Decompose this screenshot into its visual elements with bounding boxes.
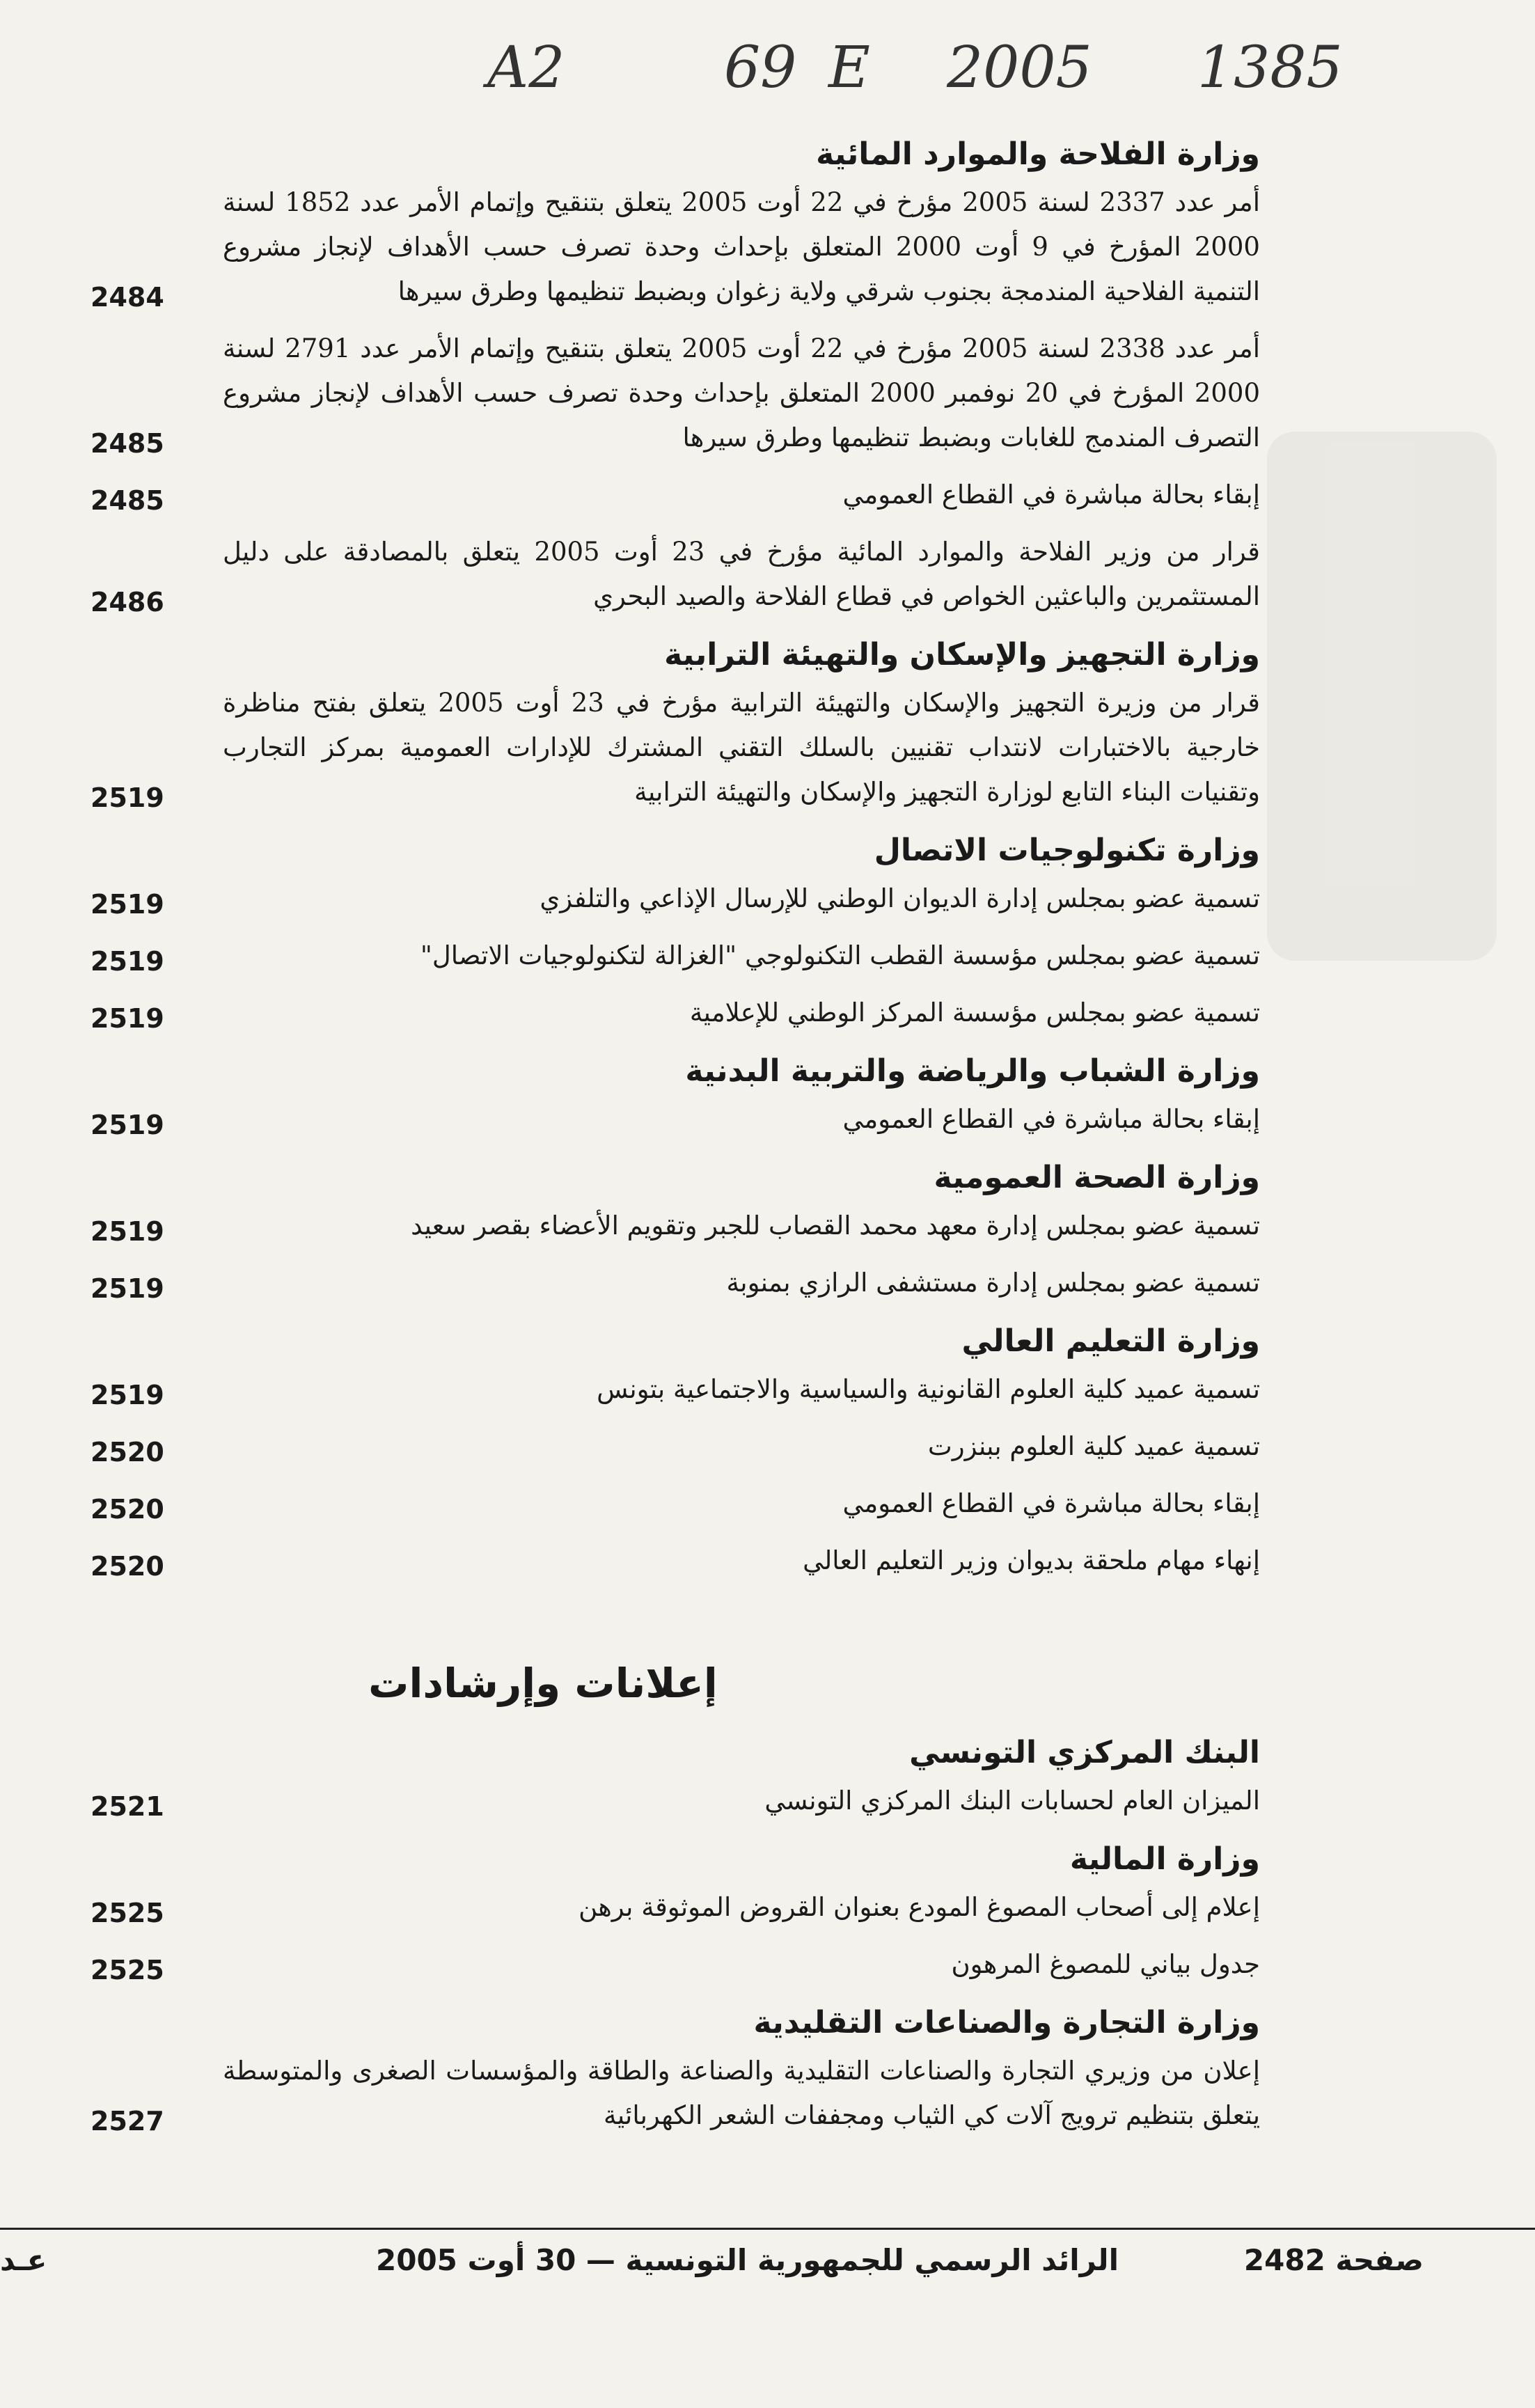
toc-entry xyxy=(90,1539,1260,1583)
entry-page-number: 2520 xyxy=(90,1551,164,1582)
entry-page-number: 2485 xyxy=(90,485,164,516)
entry-text: إبقاء بحالة مباشرة في القطاع العمومي xyxy=(842,1104,1260,1134)
entry-text: إنهاء مهام ملحقة بديوان وزير التعليم العالي xyxy=(803,1545,1260,1575)
toc-entry xyxy=(90,1097,1260,1142)
entry-page-number: 2484 xyxy=(90,282,164,313)
entry-page-number: 2519 xyxy=(90,1380,164,1410)
entry-text: تسمية عضو بمجلس إدارة الديوان الوطني للإرسال الإذاعي والتلفزي xyxy=(540,883,1260,913)
toc-entry xyxy=(90,2049,1260,2138)
entry-text: جدول بياني للمصوغ المرهون xyxy=(951,1949,1260,1979)
ministry-heading: وزارة التجارة والصناعات التقليدية xyxy=(753,2005,1260,2040)
entry-text: تسمية عضو بمجلس مؤسسة القطب التكنولوجي "الغزالة لتكنولوجيات الاتصال" xyxy=(420,941,1260,970)
toc-entry xyxy=(90,1424,1260,1469)
toc-entry xyxy=(90,876,1260,921)
ministry-heading: وزارة التعليم العالي xyxy=(961,1323,1260,1359)
entry-text: تسمية عميد كلية العلوم القانونية والسياسية والاجتماعية بتونس xyxy=(597,1374,1260,1404)
entry-page-number: 2486 xyxy=(90,587,164,617)
ministry-heading: وزارة المالية xyxy=(1069,1841,1260,1877)
toc-entry xyxy=(90,991,1260,1035)
entry-text: إعلان من وزيري التجارة والصناعات التقليدية والصناعة والطاقة والمؤسسات الصغرى والمتوسطة يتعلق بتنظيم ترويج آلات كي الثياب ومجففات الشعر الكهربائية xyxy=(223,2056,1260,2130)
entry-page-number: 2527 xyxy=(90,2106,164,2136)
ministry-heading: وزارة الشباب والرياضة والتربية البدنية xyxy=(685,1053,1260,1089)
table-of-contents xyxy=(90,118,1260,2150)
footer-page-number: صفحة 2482 xyxy=(1243,2243,1424,2277)
toc-entry xyxy=(90,530,1260,619)
toc-entry xyxy=(90,1261,1260,1305)
handwritten-annotation xyxy=(459,35,1364,111)
entry-text: أمر عدد 2338 لسنة 2005 مؤرخ في 22 أوت 2005 يتعلق بتنقيح وإتمام الأمر عدد 2791 لسنة 2000 المؤرخ في 20 نوفمبر 2000 المتعلق بإحداث وحدة تصرف حسب الأهداف لإنجاز مشروع التصرف المندمج للغابات وبضبط تنظيمها وطرق سيرها xyxy=(223,333,1261,453)
entry-page-number: 2519 xyxy=(90,1003,164,1034)
entry-page-number: 2521 xyxy=(90,1791,164,1822)
handwritten-a: A2 xyxy=(487,35,565,101)
entry-text: تسمية عضو بمجلس إدارة مستشفى الرازي بمنوبة xyxy=(726,1268,1260,1298)
ministry-heading: وزارة التجهيز والإسكان والتهيئة الترابية xyxy=(664,637,1260,672)
entry-text: إعلام إلى أصحاب المصوغ المودع بعنوان القروض الموثوقة برهن xyxy=(578,1892,1260,1922)
ministry-heading: وزارة الصحة العمومية xyxy=(934,1160,1260,1195)
toc-entry xyxy=(90,934,1260,978)
ministry-heading: وزارة تكنولوجيات الاتصال xyxy=(874,833,1260,868)
entry-page-number: 2519 xyxy=(90,889,164,920)
handwritten-b: 69 xyxy=(724,35,797,101)
toc-entry xyxy=(90,180,1260,314)
toc-entry xyxy=(90,1367,1260,1412)
toc-entry xyxy=(90,1942,1260,1987)
entry-page-number: 2519 xyxy=(90,1216,164,1247)
handwritten-d: 2005 xyxy=(947,35,1092,101)
footer-divider xyxy=(0,2228,1535,2230)
entry-page-number: 2485 xyxy=(90,428,164,459)
entry-text: تسمية عميد كلية العلوم ببنزرت xyxy=(927,1431,1260,1461)
entry-text: تسمية عضو بمجلس مؤسسة المركز الوطني للإعلامية xyxy=(689,998,1260,1028)
entry-text: الميزان العام لحسابات البنك المركزي التونسي xyxy=(764,1786,1260,1816)
entry-page-number: 2525 xyxy=(90,1955,164,1985)
ministry-heading: البنك المركزي التونسي xyxy=(909,1735,1260,1770)
announcements-title: إعلانات وإرشادات xyxy=(368,1660,718,1707)
handwritten-e: 1385 xyxy=(1197,35,1343,101)
entry-text: قرار من وزير الفلاحة والموارد المائية مؤرخ في 23 أوت 2005 يتعلق بالمصادقة على دليل المستثمرين والباعثين الخواص في قطاع الفلاحة والصيد البحري xyxy=(223,537,1260,611)
entry-page-number: 2519 xyxy=(90,782,164,813)
page-footer xyxy=(0,2243,1535,2299)
entry-page-number: 2520 xyxy=(90,1494,164,1525)
toc-entry xyxy=(90,681,1260,815)
entry-page-number: 2519 xyxy=(90,946,164,977)
entry-text: تسمية عضو بمجلس إدارة معهد محمد القصاب للجبر وتقويم الأعضاء بقصر سعيد xyxy=(411,1211,1260,1241)
entry-text: قرار من وزيرة التجهيز والإسكان والتهيئة الترابية مؤرخ في 23 أوت 2005 يتعلق بفتح مناظرة خارجية بالاختبارات لانتداب تقنيين بالسلك التقني المشترك للإدارات العمومية بمركز التجارب وتقنيات البناء التابع لوزارة التجهيز والإسكان والتهيئة الترابية xyxy=(223,688,1260,807)
entry-page-number: 2520 xyxy=(90,1437,164,1467)
entry-page-number: 2525 xyxy=(90,1898,164,1928)
toc-entry xyxy=(90,473,1260,517)
entry-text: أمر عدد 2337 لسنة 2005 مؤرخ في 22 أوت 2005 يتعلق بتنقيح وإتمام الأمر عدد 1852 لسنة 2000 المؤرخ في 9 أوت 2000 المتعلق بإحداث وحدة تصرف حسب الأهداف لإنجاز مشروع التنمية الفلاحية المندمجة بجنوب شرقي ولاية زغوان وبضبط تنظيمها وطرق سيرها xyxy=(223,187,1261,306)
handwritten-c: E xyxy=(828,35,870,101)
toc-entry xyxy=(90,1204,1260,1248)
footer-journal-title: الرائد الرسمي للجمهورية التونسية — 30 أوت 2005 xyxy=(376,2243,1119,2277)
entry-page-number: 2519 xyxy=(90,1273,164,1304)
toc-entry xyxy=(90,1885,1260,1930)
toc-entry xyxy=(90,1779,1260,1823)
footer-edge-text: عـد xyxy=(0,2243,47,2277)
faded-stamp xyxy=(1267,432,1497,961)
entry-text: إبقاء بحالة مباشرة في القطاع العمومي xyxy=(842,480,1260,510)
entry-page-number: 2519 xyxy=(90,1110,164,1140)
ministry-heading: وزارة الفلاحة والموارد المائية xyxy=(816,136,1260,172)
entry-text: إبقاء بحالة مباشرة في القطاع العمومي xyxy=(842,1488,1260,1518)
toc-entry xyxy=(90,1481,1260,1526)
toc-entry xyxy=(90,326,1260,460)
